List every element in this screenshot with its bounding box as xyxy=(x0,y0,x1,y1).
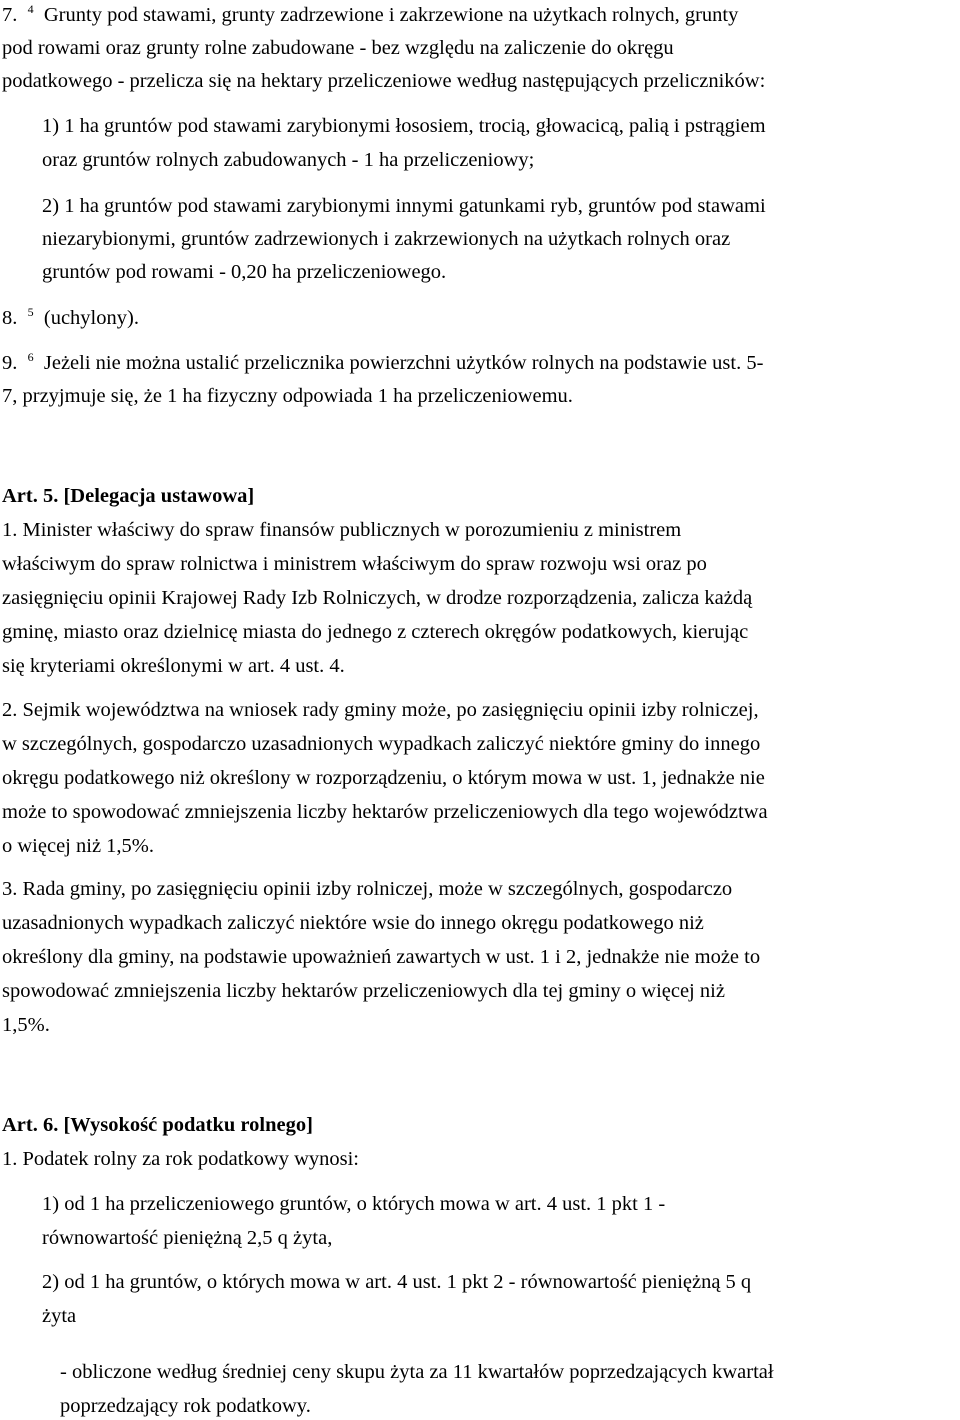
art5-unit-1-line-5: się kryteriami określonymi w art. 4 ust. 4. xyxy=(2,655,345,677)
unit-number: 1. xyxy=(2,1148,18,1170)
paragraph-9-line-1 xyxy=(2,350,764,374)
art6-item-1-line-1 xyxy=(42,1194,665,1215)
footnote-marker: 4 xyxy=(27,2,34,16)
unit-text: Podatek rolny za rok podatkowy wynosi: xyxy=(22,1148,359,1170)
item-text: od 1 ha przeliczeniowego gruntów, o których mowa w art. 4 ust. 1 pkt 1 - xyxy=(64,1193,666,1215)
art5-unit-3-line-1 xyxy=(2,879,732,900)
art5-unit-3-line-2: uzasadnionych wypadkach zaliczyć niektóre wsie do innego okręgu podatkowego niż xyxy=(2,912,704,934)
item-2-line-1 xyxy=(42,196,766,217)
art5-unit-1-line-3: zasięgnięciu opinii Krajowej Rady Izb Rolniczych, w drodze rozporządzenia, zalicza każdą xyxy=(2,587,753,609)
art6-item-2-line-1 xyxy=(42,1272,751,1293)
art5-unit-3-line-5: 1,5%. xyxy=(2,1014,50,1036)
item-text: 1 ha gruntów pod stawami zarybionymi innymi gatunkami ryb, gruntów pod stawami xyxy=(64,195,766,217)
art5-unit-1-line-2: właściwym do spraw rolnictwa i ministrem właściwym do spraw rozwoju wsi oraz po xyxy=(2,553,707,575)
paragraph-7-line-3: podatkowego - przelicza się na hektary przeliczeniowe według następujących przeliczników: xyxy=(2,70,766,92)
unit-text: Sejmik województwa na wniosek rady gminy może, po zasięgnięciu opinii izby rolniczej, xyxy=(22,699,759,721)
item-text: od 1 ha gruntów, o których mowa w art. 4 ust. 1 pkt 2 - równowartość pieniężną 5 q xyxy=(64,1271,752,1293)
unit-text: Rada gminy, po zasięgnięciu opinii izby rolniczej, może w szczególnych, gospodarczo xyxy=(22,878,733,900)
art6-tail-line-2: poprzedzający rok podatkowy. xyxy=(60,1395,311,1417)
art6-tail-line-1: - obliczone według średniej ceny skupu żyta za 11 kwartałów poprzedzających kwartał xyxy=(60,1361,774,1383)
article-5-heading: Art. 5. [Delegacja ustawowa] xyxy=(2,485,255,507)
unit-number: 3. xyxy=(2,878,18,900)
unit-number: 2. xyxy=(2,699,18,721)
paragraph-text: (uchylony). xyxy=(43,307,139,329)
art5-unit-3-line-4: spowodować zmniejszenia liczby hektarów przeliczeniowych dla tej gminy o więcej niż xyxy=(2,980,725,1002)
art5-unit-2-line-3: okręgu podatkowego niż określony w rozporządzeniu, o którym mowa w ust. 1, jednakże nie xyxy=(2,767,765,789)
unit-number: 1. xyxy=(2,519,18,541)
art5-unit-2-line-4: może to spowodować zmniejszenia liczby hektarów przeliczeniowych dla tego województwa xyxy=(2,801,768,823)
item-2-line-2: niezarybionymi, gruntów zadrzewionych i zakrzewionych na użytkach rolnych oraz xyxy=(42,228,731,250)
item-number: 2) xyxy=(42,1271,60,1293)
item-number: 1) xyxy=(42,1193,60,1215)
item-text: 1 ha gruntów pod stawami zarybionymi łososiem, trocią, głowacicą, palią i pstrągiem xyxy=(64,115,766,137)
art5-unit-1-line-4: gminę, miasto oraz dzielnicę miasta do jednego z czterech okręgów podatkowych, kierując xyxy=(2,621,749,643)
art6-item-2-line-2: żyta xyxy=(42,1305,77,1327)
paragraph-text: Grunty pod stawami, grunty zadrzewione i zakrzewione na użytkach rolnych, grunty xyxy=(43,4,739,26)
unit-text: Minister właściwy do spraw finansów publicznych w porozumieniu z ministrem xyxy=(22,519,682,541)
art5-unit-2-line-2: w szczególnych, gospodarczo uzasadnionych wypadkach zaliczyć niektóre gminy do innego xyxy=(2,733,761,755)
article-6-heading: Art. 6. [Wysokość podatku rolnego] xyxy=(2,1114,313,1136)
footnote-marker: 5 xyxy=(27,305,34,319)
paragraph-7-line-1 xyxy=(2,2,739,26)
art6-unit-1 xyxy=(2,1149,359,1170)
paragraph-number: 8. xyxy=(2,307,18,329)
item-number: 1) xyxy=(42,115,60,137)
art5-unit-2-line-5: o więcej niż 1,5%. xyxy=(2,835,154,857)
paragraph-8 xyxy=(2,305,139,329)
art5-unit-1-line-1 xyxy=(2,520,681,541)
paragraph-7-line-2: pod rowami oraz grunty rolne zabudowane - bez względu na zaliczenie do okręgu xyxy=(2,37,674,59)
item-1-line-1 xyxy=(42,116,766,137)
item-number: 2) xyxy=(42,195,60,217)
paragraph-number: 7. xyxy=(2,4,18,26)
art6-item-1-line-2: równowartość pieniężną 2,5 q żyta, xyxy=(42,1227,333,1249)
item-1-line-2: oraz gruntów rolnych zabudowanych - 1 ha przeliczeniowy; xyxy=(42,149,535,171)
item-2-line-3: gruntów pod rowami - 0,20 ha przeliczeniowego. xyxy=(42,261,447,283)
paragraph-number: 9. xyxy=(2,352,18,374)
art5-unit-3-line-3: określony dla gminy, na podstawie upoważnień zawartych w ust. 1 i 2, jednakże nie może to xyxy=(2,946,761,968)
paragraph-9-line-2: 7, przyjmuje się, że 1 ha fizyczny odpowiada 1 ha przeliczeniowemu. xyxy=(2,385,573,407)
paragraph-text: Jeżeli nie można ustalić przelicznika powierzchni użytków rolnych na podstawie ust. 5- xyxy=(43,352,764,374)
footnote-marker: 6 xyxy=(27,350,34,364)
art5-unit-2-line-1 xyxy=(2,700,759,721)
